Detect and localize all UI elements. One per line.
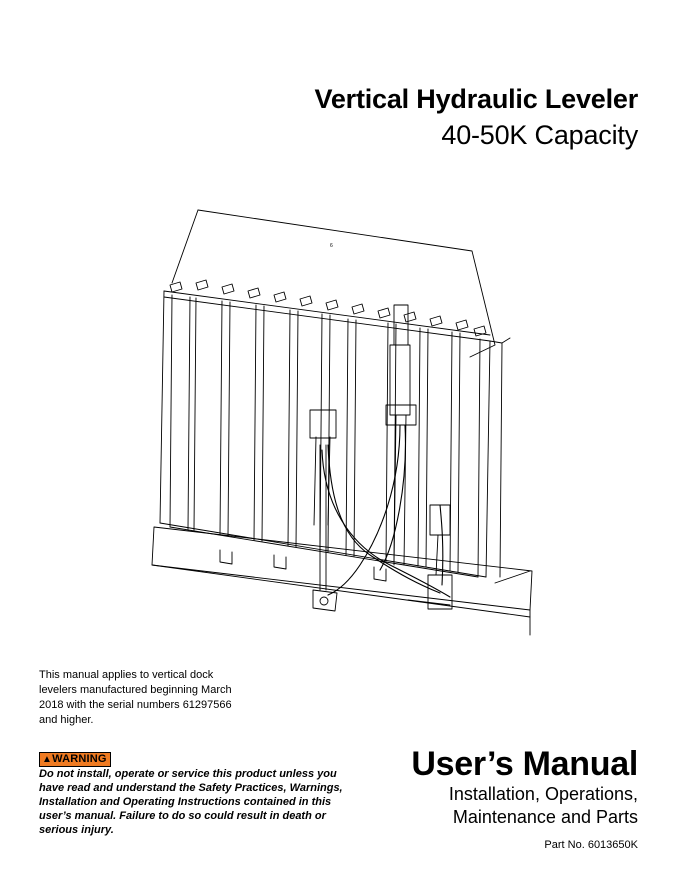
part-number: Part No. 6013650K bbox=[544, 839, 638, 851]
leveler-illustration bbox=[150, 205, 540, 640]
manual-subtitle-line1: Installation, Operations, bbox=[448, 784, 638, 804]
document-title: Vertical Hydraulic Leveler bbox=[314, 84, 638, 114]
plate-mark: 6 bbox=[330, 243, 333, 249]
manual-title: User’s Manual bbox=[411, 745, 638, 783]
warning-badge-label: WARNING bbox=[52, 753, 107, 765]
right-cylinder bbox=[386, 305, 416, 565]
deck-ribs bbox=[188, 297, 460, 572]
hinge-lugs bbox=[170, 280, 486, 336]
document-subtitle: 40-50K Capacity bbox=[441, 120, 638, 150]
warning-triangle-icon: ▲ bbox=[42, 754, 53, 765]
warning-badge bbox=[39, 752, 111, 767]
warning-text: Do not install, operate or service this product unless you have read and understand the Safety Practices, Warnings, Installation and Operating Instructions contained in this user’s manual. Failure to do so could result in death or serious injury. bbox=[39, 768, 343, 836]
manual-subtitle-line2: Maintenance and Parts bbox=[452, 807, 638, 827]
left-cylinder bbox=[310, 410, 337, 611]
applicability-notice: This manual applies to vertical dock levelers manufactured beginning March 2018 with the serial numbers 61297566 and higher. bbox=[39, 669, 232, 726]
